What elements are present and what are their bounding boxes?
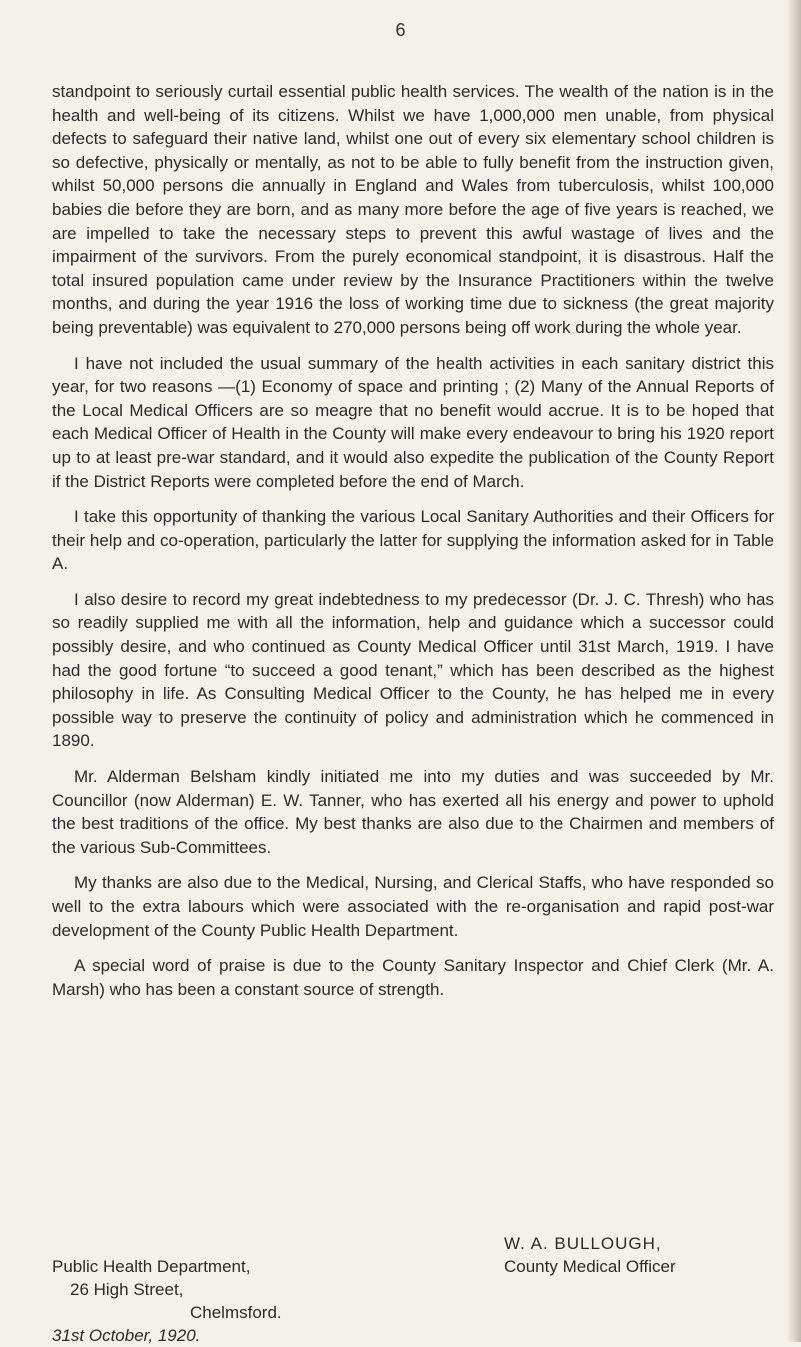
address-line-3: Chelmsford.	[190, 1303, 282, 1322]
address-line-1: Public Health Department,	[52, 1257, 251, 1276]
paragraph-thanks-authorities: I take this opportunity of thanking the various Local Sanitary Authorities and their Officers for their help and co-operation, particularly the latter for supplying the information asked for in Table A.	[52, 507, 774, 574]
document-date: 31st October, 1920.	[52, 1326, 201, 1345]
paragraph-special-praise: A special word of praise is due to the County Sanitary Inspector and Chief Clerk (Mr. A. Marsh) who has been a constant source of strength.	[52, 956, 774, 999]
page-number: 6	[395, 20, 406, 40]
paragraph-public-health: standpoint to seriously curtail essential public health services. The wealth of the nation is in the health and well-being of its citizens. Whilst we have 1,000,000 men unable, from physical defects to safeguard their native land, whilst one out of every six elementary school children is so defective, physically or mentally, as not to be able to fully benefit from the instruction given, whilst 50,000 persons die annually in England and Wales from tuberculosis, whilst 100,000 babies die before they are born, and as many more before the age of five years is reached, we are impelled to take the necessary steps to prevent this awful wastage of lives and the impairment of the survivors. From the purely economical standpoint, it is disastrous. Half the total insured population came under review by the Insurance Practitioners within the twelve months, and during the year 1916 the loss of working time due to sickness (the great majority being preventable) was equivalent to 270,000 persons being off work during the whole year.	[52, 82, 774, 337]
signature-name: W. A. BULLOUGH,	[504, 1234, 662, 1253]
address-line-2: 26 High Street,	[70, 1280, 184, 1299]
signature-title: County Medical Officer	[504, 1257, 676, 1276]
paragraph-aldermen: Mr. Alderman Belsham kindly initiated me into my duties and was succeeded by Mr. Councillor (now Alderman) E. W. Tanner, who has exerted all his energy and power to uphold the best traditions of the office. My best thanks are also due to the Chairmen and members of the various Sub-Committees.	[52, 767, 774, 857]
paragraph-predecessor: I also desire to record my great indebtedness to my predecessor (Dr. J. C. Thresh) who has so readily supplied me with all the information, help and guidance which a successor could possibly desire, and who continued as County Medical Officer until 31st March, 1919. I have had the good fortune “to succeed a good tenant,” which has been described as the highest philosophy in life. As Consulting Medical Officer to the County, he has helped me in every possible way to preserve the continuity of policy and administration which he commenced in 1890.	[52, 589, 774, 751]
page-edge-shadow	[787, 0, 801, 1342]
signature-block	[52, 1232, 774, 1345]
paragraph-summary-omitted: I have not included the usual summary of the health activities in each sanitary district this year, for two reasons —(1) Economy of space and printing ; (2) Many of the Annual Reports of the Local Medical Officers are so meagre that no benefit would accrue. It is to be hoped that each Medical Officer of Health in the County will make every endeavour to bring his 1920 report up to at least pre-war standard, and it would also expedite the publication of the County Report if the District Reports were completed before the end of March.	[52, 353, 774, 491]
paragraph-staff-thanks: My thanks are also due to the Medical, Nursing, and Clerical Staffs, who have responded so well to the extra labours which were associated with the re-organisation and rapid post-war development of the County Public Health Department.	[52, 873, 774, 940]
body-text	[52, 80, 774, 1013]
